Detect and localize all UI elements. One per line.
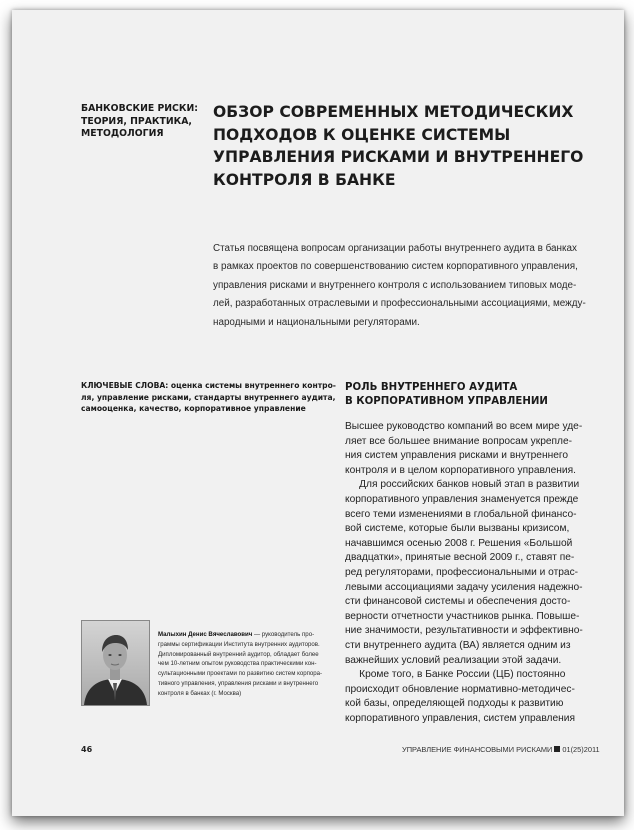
body-line: ния систем управления рисками и внутреннего [345,450,569,462]
section-rubric [81,103,201,141]
author-bio-line: Дипломированный внутренний аудитор, обладает более [158,650,319,658]
body-line: происходит обновление нормативно-методичес- [345,683,575,695]
author-bio-line: чем 10-летним опытом руководства практическими кон- [158,660,317,668]
title-line: ОБЗОР СОВРЕМЕННЫХ МЕТОДИЧЕСКИХ [213,103,574,121]
body-line: Для российских банков новый этап в развитии [345,479,580,491]
title-line: ПОДХОДОВ К ОЦЕНКЕ СИСТЕМЫ [213,125,511,144]
abstract-line: в рамках проектов по совершенствованию систем корпоративного управления, [213,261,578,273]
body-line: ние значимости, результативности и эффективно- [345,625,583,637]
rubric-line: БАНКОВСКИЕ РИСКИ: [81,103,198,114]
author-name: Малыхин Денис Вячеславович [158,631,253,638]
body-line: ред регуляторами, профессиональными и отрас- [345,566,579,578]
journal-issue: 01(25)2011 [562,745,600,754]
body-line: корпоративного управления, систем управления [345,712,575,724]
keywords-line: ля, управление рисками, стандарты внутреннего аудита, [81,392,336,402]
body-line: кой базы, определяющей подходы к развитию [345,698,564,710]
author-bio-line: контроля в банках (г. Москва) [158,689,242,697]
rubric-line: МЕТОДОЛОГИЯ [81,128,164,140]
author-role: — руководитель про- [252,631,315,638]
article-abstract [213,240,586,332]
journal-name: УПРАВЛЕНИЕ ФИНАНСОВЫМИ РИСКАМИ [402,745,553,754]
body-line: Кроме того, в Банке России (ЦБ) постоянно [345,669,566,681]
body-line: ляет все большее внимание вопросам укрепле- [345,435,573,447]
author-bio [158,630,333,699]
title-line: УПРАВЛЕНИЯ РИСКАМИ И ВНУТРЕННЕГО [213,148,584,166]
author-bio-line: сультационными проектами по развитию систем корпора- [158,670,323,678]
author-bio-line [158,630,333,640]
body-line: корпоративного управления знаменуется прежде [345,493,579,505]
keywords-block [81,380,336,415]
author-bio-line: граммы сертификации Института внутренних аудиторов. [158,640,320,648]
body-line: вой системе, которые были вызваны кризисом, [345,523,570,535]
magazine-page [12,10,624,816]
rubric-line: ТЕОРИЯ, ПРАКТИКА, [81,115,192,127]
section-heading-line: РОЛЬ ВНУТРЕННЕГО АУДИТА [345,382,518,393]
body-line: контроля и в целом корпоративного управления. [345,464,576,476]
square-bullet-icon [554,746,560,752]
author-photo [81,620,150,706]
abstract-line: управления рисками и внутреннего контроля с использованием типовых моде- [213,279,577,291]
running-footer [402,745,600,754]
abstract-line: Статья посвящена вопросам организации работы внутреннего аудита в банках [213,243,577,254]
section-heading [345,381,585,408]
author-bio-line: тивного управления, управления рисками и внутреннего [158,679,319,687]
body-line: верности отчетности участников рынка. Повыше- [345,610,580,622]
body-line: двадцатки», принятые весной 2009 г., ставят пе- [345,552,575,564]
body-line: важнейших условий реализации этой задачи. [345,654,562,666]
body-line: сти внутреннего аудита (ВА) является одним из [345,639,571,651]
article-title [213,101,584,191]
section-heading-line: В КОРПОРАТИВНОМ УПРАВЛЕНИИ [345,395,548,407]
abstract-line: народными и национальными регуляторами. [213,316,420,328]
body-line: начавшимся осенью 2008 г. Решения «Большой [345,537,573,549]
keywords-line: КЛЮЧЕВЫЕ СЛОВА: оценка системы внутреннего контро- [81,381,336,390]
body-line: всего теми изменениями в глобальной финансо- [345,508,577,520]
title-line: КОНТРОЛЯ В БАНКЕ [213,170,396,189]
body-line: левыми ассоциациями задачу усиления надежно- [345,581,583,593]
page-number: 46 [81,745,93,754]
abstract-line: лей, разработанных отраслевыми и профессиональными ассоциациями, между- [213,298,586,310]
body-line: Высшее руководство компаний во всем мире уде- [345,421,583,432]
article-body [345,420,590,726]
body-line: сти финансовой системы и обеспечения досто- [345,596,571,608]
keywords-line: самооценка, качество, корпоративное управление [81,404,306,413]
